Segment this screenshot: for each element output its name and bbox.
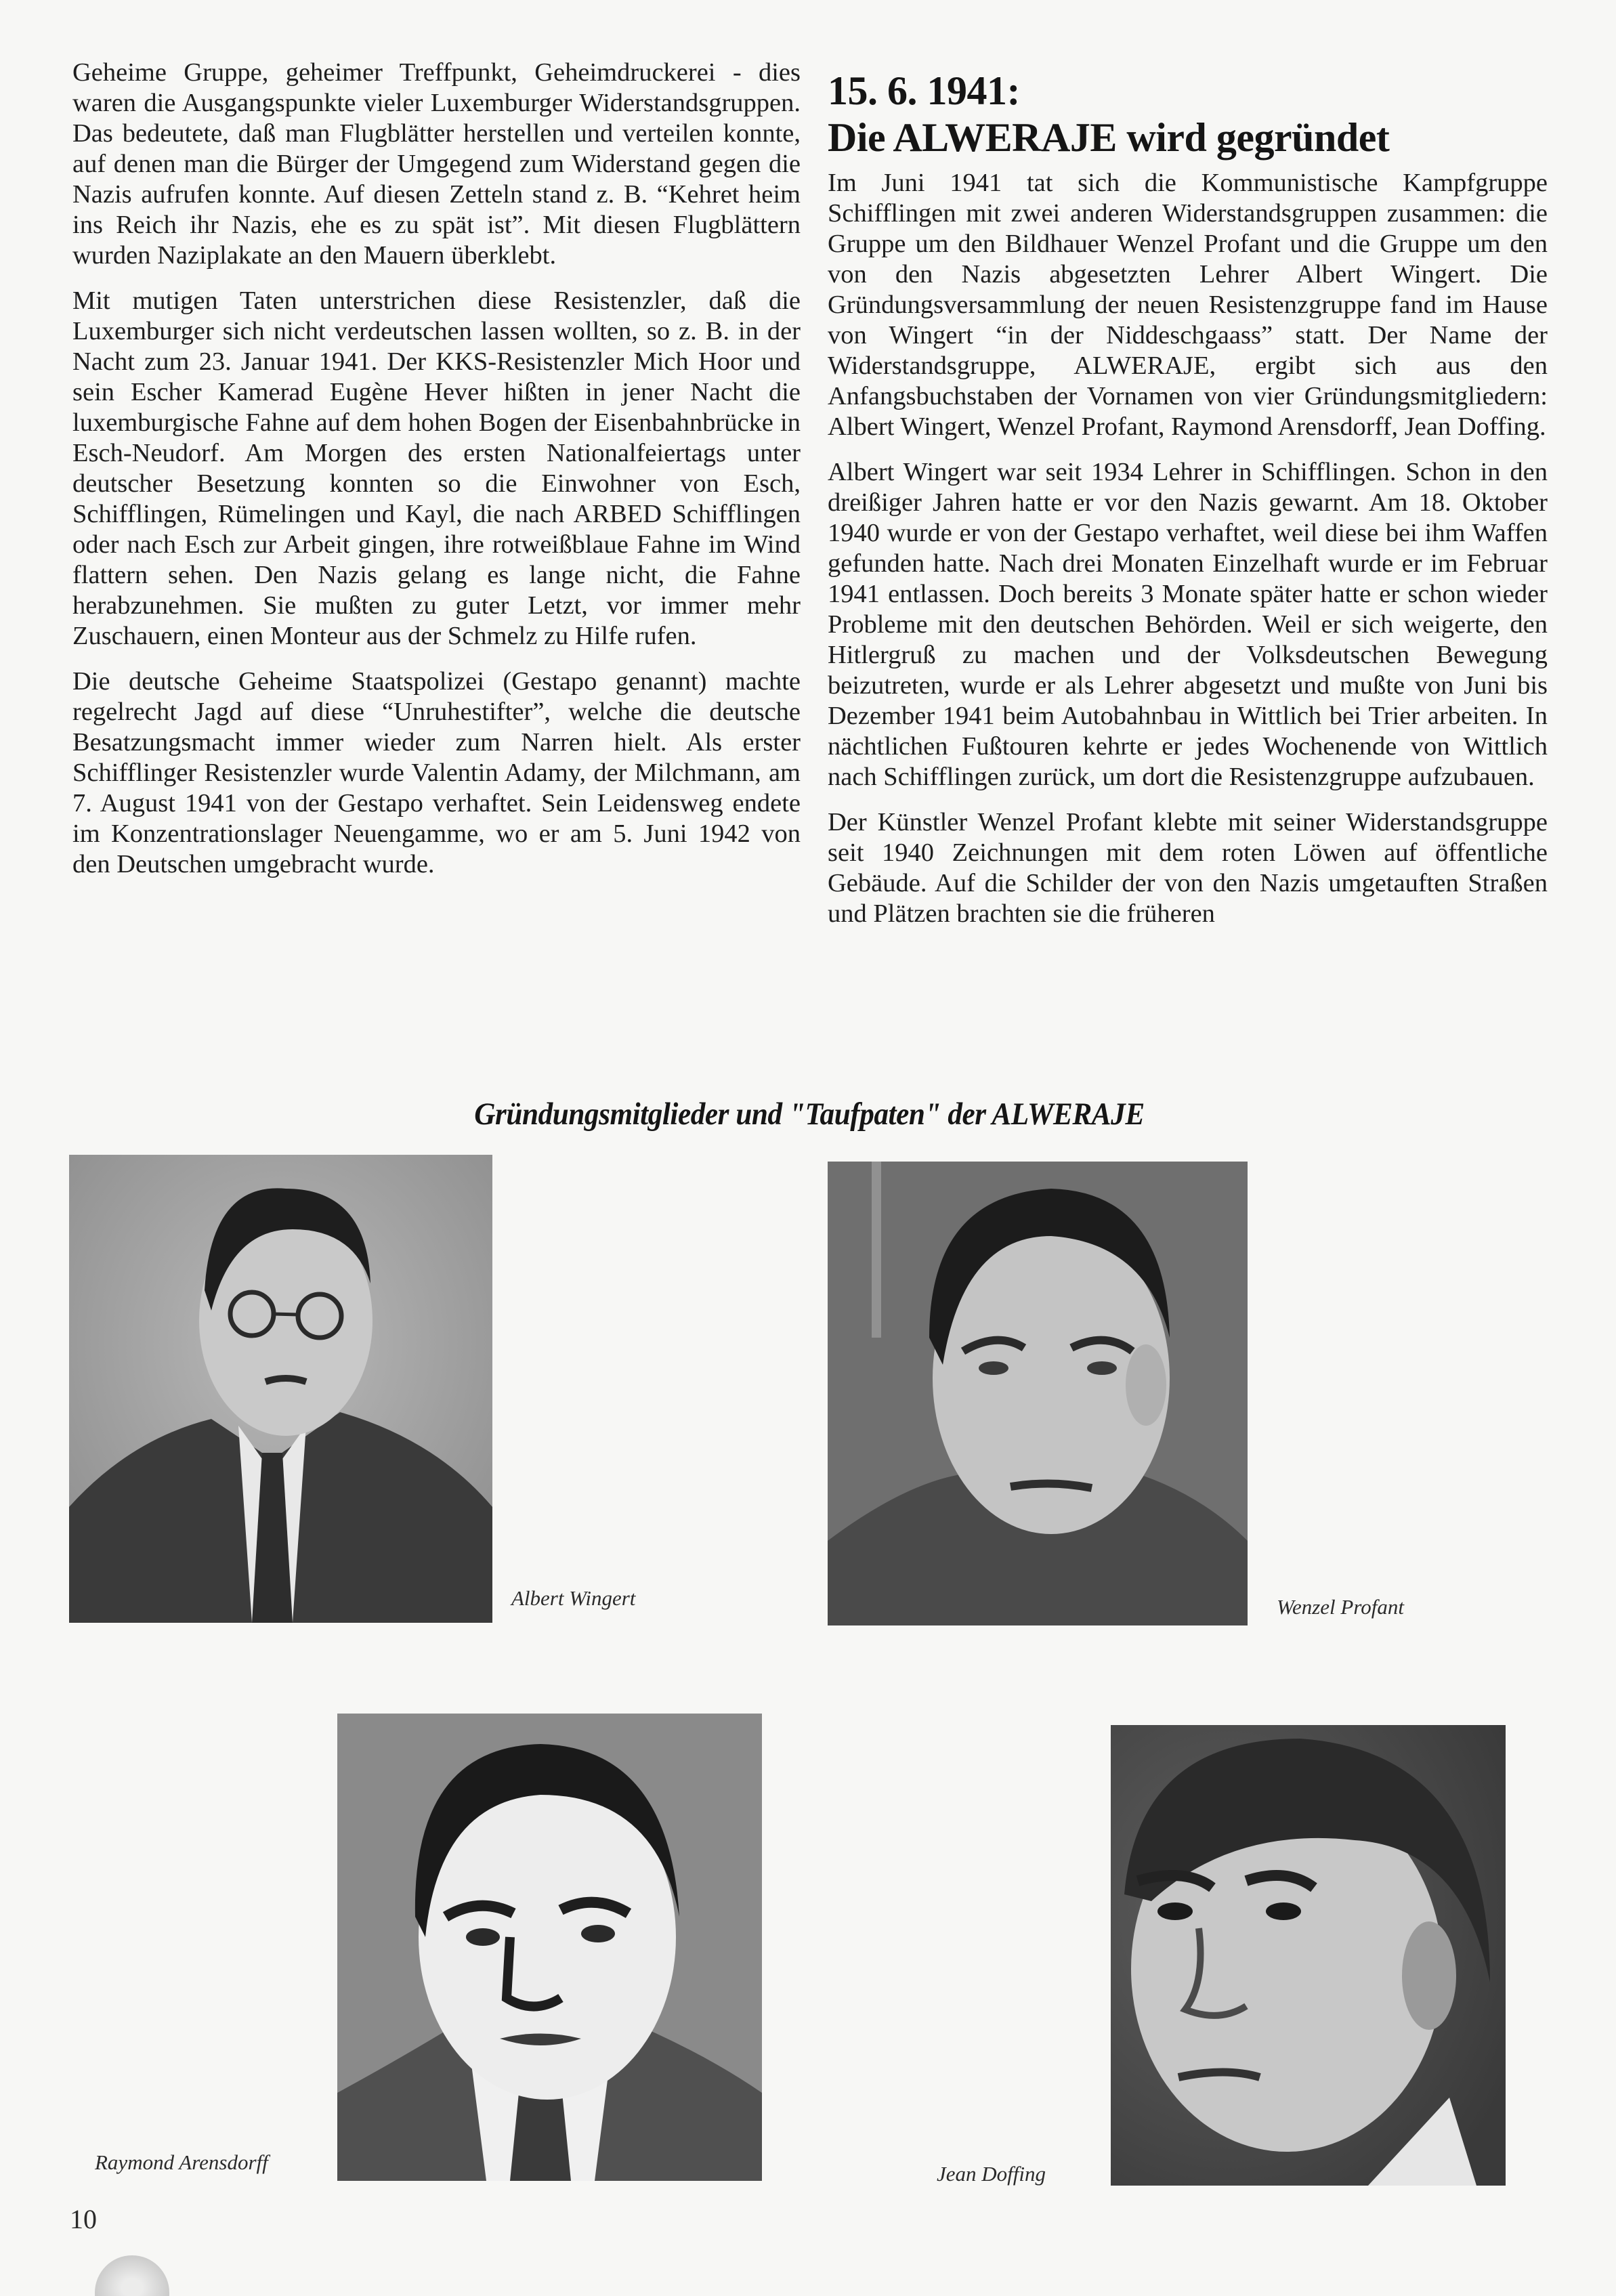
emblem-icon [95,2255,169,2296]
photo-caption: Wenzel Profant [1277,1595,1404,1619]
paragraph: Der Künstler Wenzel Profant klebte mit seiner Widerstandsgruppe seit 1940 Zeichnungen mit dem roten Löwen auf öffentliche Gebäude. Auf die Schilder der von den Nazis umgetauften Straßen und Plätzen brachten sie die früheren [828,808,1548,928]
paragraph: Mit mutigen Taten unterstrichen diese Resistenzler, daß die Luxemburger sich nicht verdeutschen lassen wollten, so z. B. in der Nacht zum 23. Januar 1941. Der KKS-Resistenzler Mich Hoor und sein Escher Kamerad Eugène Hever hißten in jener Nacht die luxemburgische Fahne auf dem hohen Bogen der Eisenbahnbrücke in Esch-Neudorf. Am Morgen des ersten Nationalfeiertags unter deutscher Besetzung konnten so die Einwohner von Esch, Schifflingen, Rümelingen und Kayl, die nach ARBED Schifflingen oder nach Esch zur Arbeit gingen, ihre rotweißblaue Fahne im Wind flattern sehen. Den Nazis gelang es lange nicht, die Fahne herabzunehmen. Sie mußten zu guter Letzt, vor immer mehr Zuschauern, einen Monteur aus der Schmelz zu Hilfe rufen. [72,286,801,650]
portrait-photo-albert-wingert [69,1155,492,1623]
portrait-photo-raymond-arensdorff [337,1714,762,2181]
article-title: Die ALWERAJE wird gegründet [828,115,1390,160]
portrait-photo-wenzel-profant [828,1162,1248,1625]
paragraph: Im Juni 1941 tat sich die Kommunistische Kampfgruppe Schifflingen mit zwei anderen Widerstandsgruppen zusammen: die Gruppe um den Bildhauer Wenzel Profant und die Gruppe um den von den Nazis abgesetzten Lehrer Albert Wingert. Die Gründungsversammlung der neuen Resistenzgruppe fand im Hause von Wingert “in der Niddeschgaass” statt. Der Name der Widerstandsgruppe, ALWERAJE, ergibt sich aus den Anfangsbuchstaben der Vornamen von vier Gründungsmitgliedern: Albert Wingert, Wenzel Profant, Raymond Arensdorff, Jean Doffing. [828,169,1548,441]
photo-caption: Albert Wingert [511,1586,636,1610]
paragraph: Albert Wingert war seit 1934 Lehrer in Schifflingen. Schon in den dreißiger Jahren hatte er vor den Nazis gewarnt. Am 18. Oktober 1940 wurde er von der Gestapo verhaftet, weil diese bei ihm Waffen gefunden hatte. Nach drei Monaten Einzelhaft wurde er im Februar 1941 entlassen. Doch bereits 3 Monate später hatte er schon wieder Probleme mit den deutschen Behörden. Weil er sich weigerte, den Hitlergruß zu machen und der Volksdeutschen Bewegung beizutreten, wurde er als Lehrer abgesetzt und mußte von Juni bis Dezember 1941 beim Autobahnbau in Wittlich bei Trier arbeiten. In nächtlichen Fußtouren kehrte er jedes Wochenende von Wittlich nach Schifflingen zurück, um dort die Resistenzgruppe aufzubauen. [828,458,1548,791]
paragraph: Geheime Gruppe, geheimer Treffpunkt, Geheimdruckerei - dies waren die Ausgangspunkte vieler Luxemburger Widerstandsgruppen. Das bedeutete, daß man Flugblätter herstellen und verteilen konnte, auf denen man die Bürger der Umgegend zum Widerstand gegen die Nazis aufrufen konnte. Auf diesen Zetteln stand z. B. “Kehret heim ins Reich ihr Nazis, ehe es zu spät ist”. Mit diesen Flugblättern wurden Naziplakate an den Mauern überklebt. [72,58,801,270]
portrait-image [337,1714,762,2181]
right-column [828,68,1548,944]
page-number: 10 [70,2204,97,2234]
photo-caption: Jean Doffing [937,2162,1046,2186]
left-column [72,58,801,895]
article-date-heading: 15. 6. 1941: [828,68,1020,113]
portrait-image [1111,1725,1506,2186]
photo-caption: Raymond Arensdorff [95,2150,268,2174]
portrait-photo-jean-doffing [1111,1725,1506,2186]
portrait-image [828,1162,1248,1625]
photo-section-title: Gründungsmitglieder und "Taufpaten" der ALWERAJE [474,1097,1145,1132]
paragraph: Die deutsche Geheime Staatspolizei (Gestapo genannt) machte regelrecht Jagd auf diese “Unruhestifter”, welche die deutsche Besatzungsmacht immer wieder zum Narren hielt. Als erster Schifflinger Resistenzler wurde Valentin Adamy, der Milchmann, am 7. August 1941 von der Gestapo verhaftet. Sein Leidensweg endete im Konzentrationslager Neuengamme, wo er am 5. Juni 1942 von den Deutschen umgebracht wurde. [72,667,801,878]
portrait-image [69,1155,492,1623]
